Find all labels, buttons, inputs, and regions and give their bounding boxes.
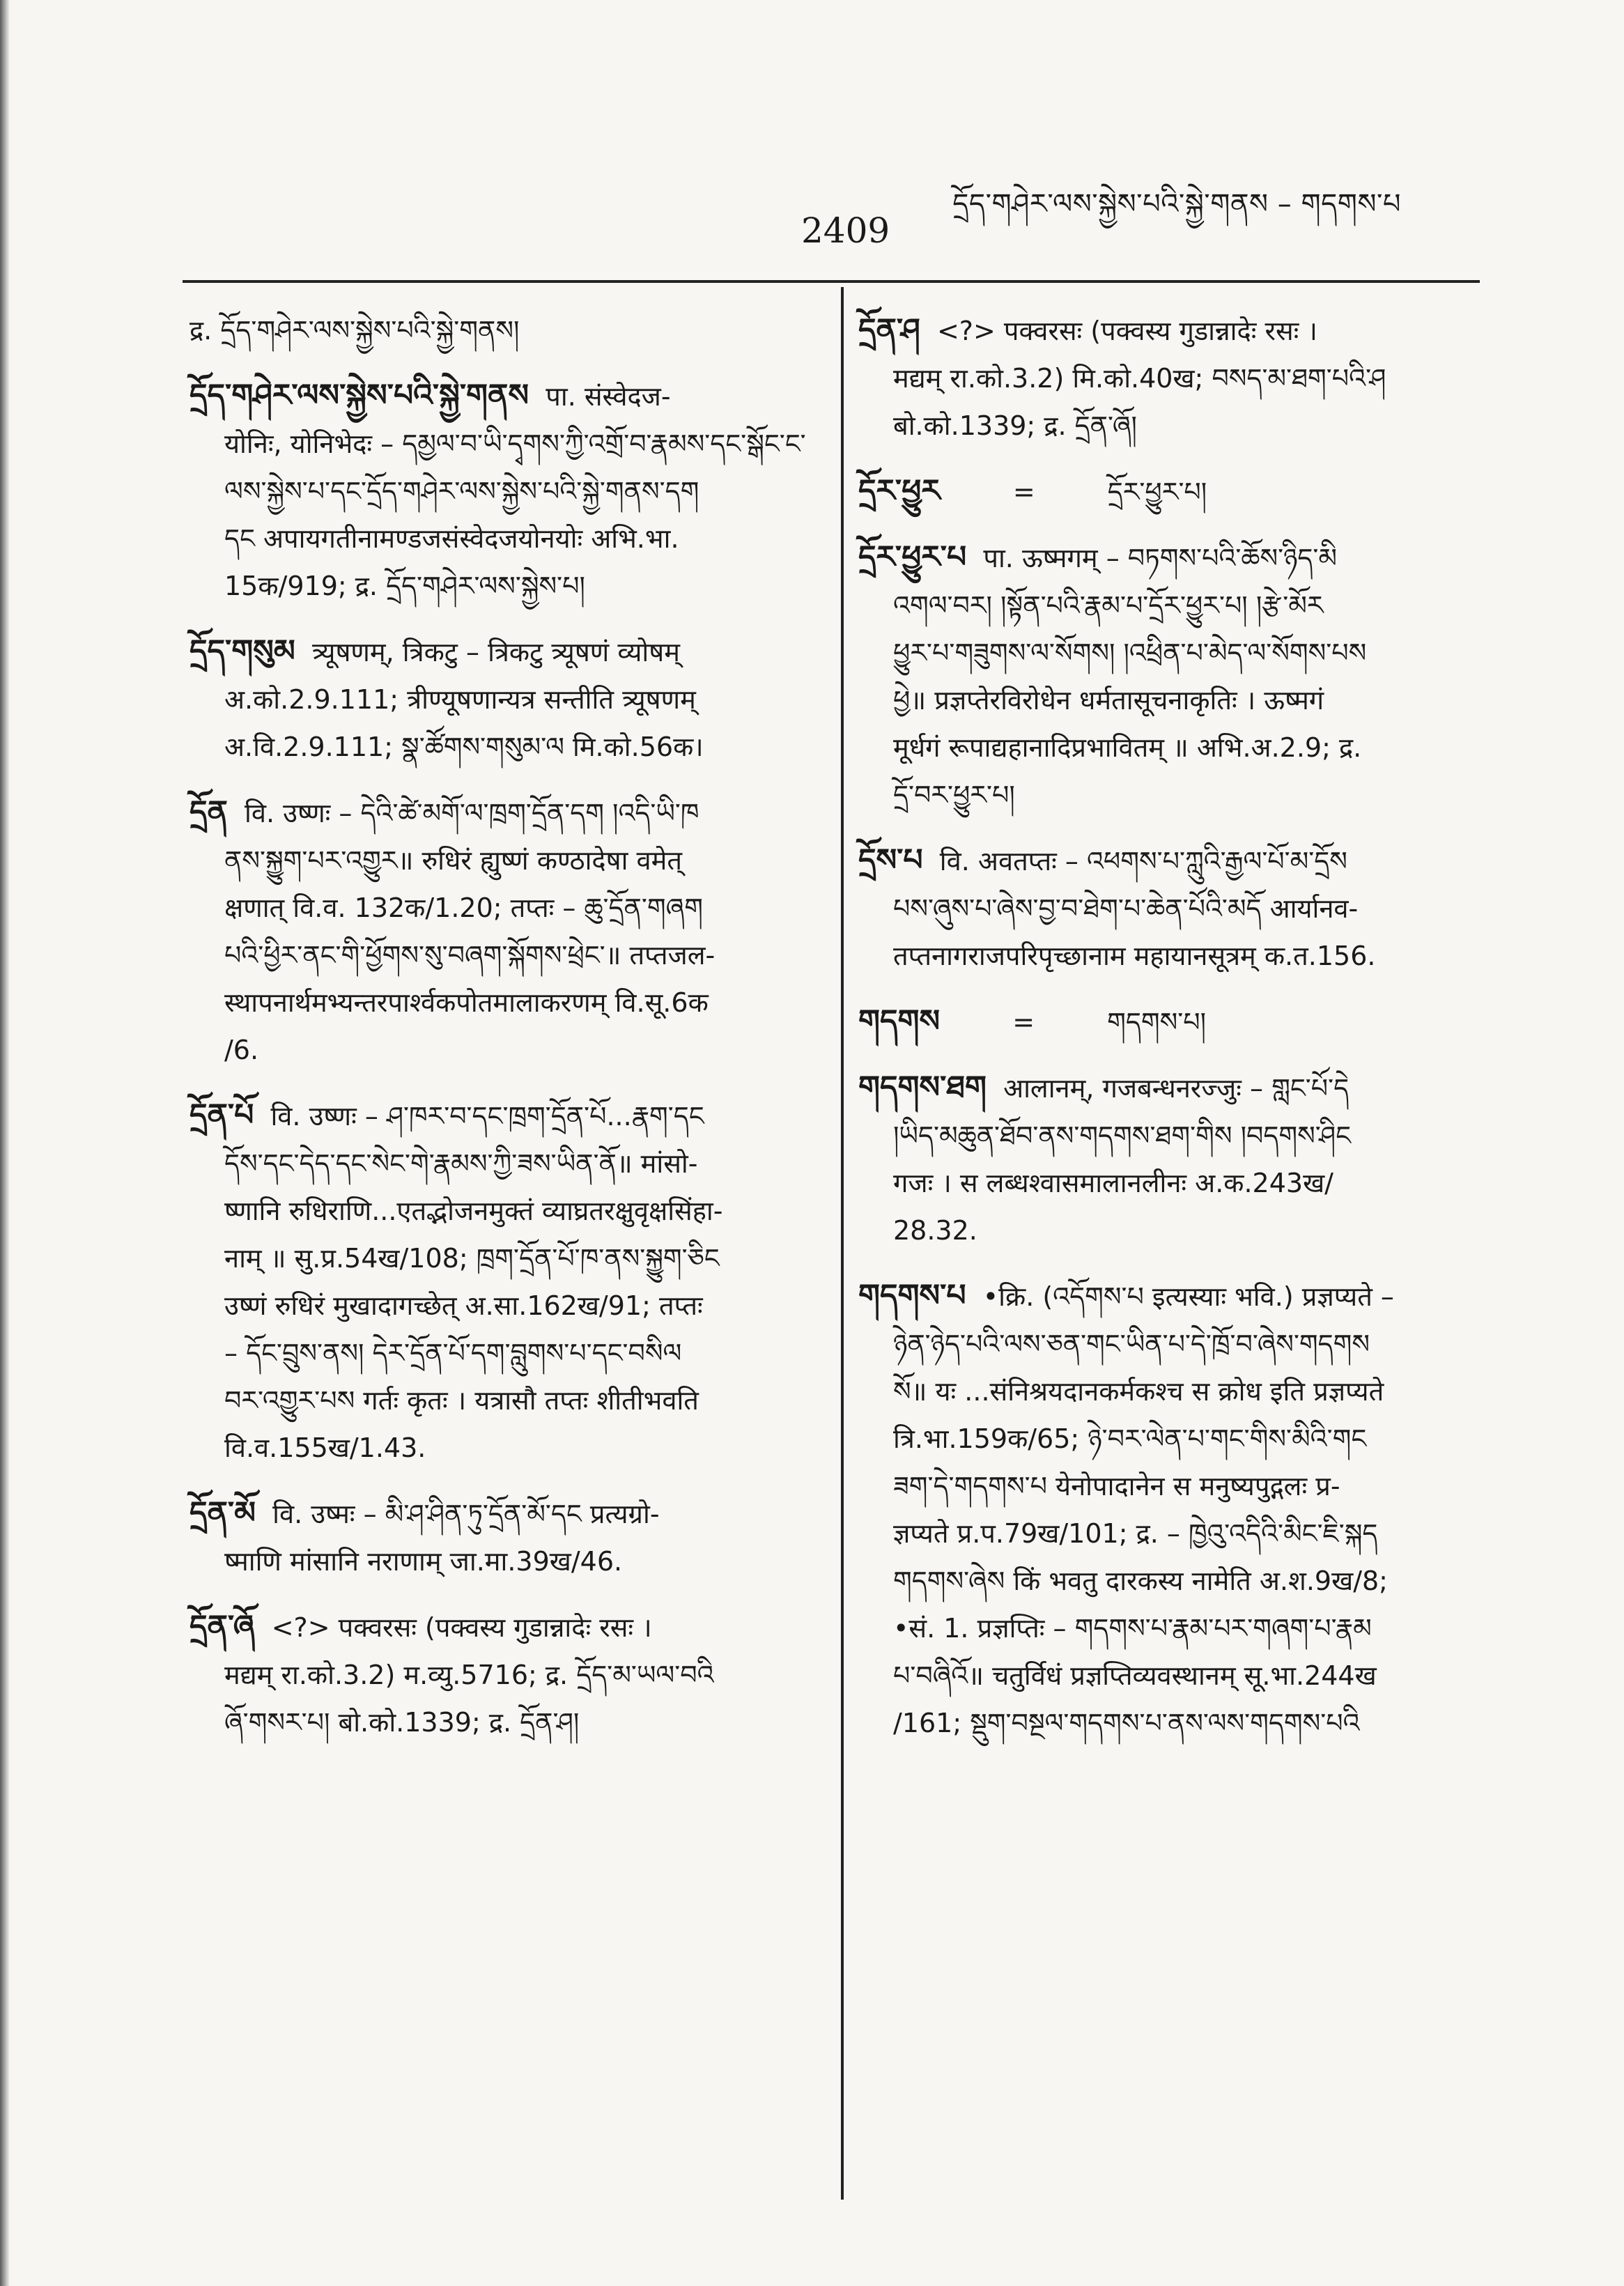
entry-line: །ཡིད་མཆུན་ཐོབ་ནས་གདགས་ཐག་གིས །བདགས་ཤིང <box>893 1120 1352 1151</box>
dictionary-entry <box>858 307 1478 449</box>
entry-line: བར་འགྱུར་པས गर्तः कृतः । यत्रासौ तप्तः शीतीभवति <box>224 1385 699 1416</box>
entry-line: – དོང་བྲུས་ནས། དེར་དྲོན་པོ་དག་བླུགས་པ་དང་བསིལ <box>224 1338 682 1368</box>
entry-line: ཕྱུར་པ་གཟུགས་ལ་སོགས། །འཕྲིན་པ་མེད་ལ་སོགས་པས <box>893 638 1367 668</box>
entry-line: པས་ཞུས་པ་ཞེས་བྱ་བ་ཐེག་པ་ཆེན་པོའི་མདོ आर्यानव- <box>893 893 1359 924</box>
scan-binding-edge <box>0 0 10 2286</box>
dictionary-entry <box>190 628 823 771</box>
dictionary-entry <box>190 1490 823 1585</box>
entry-line: 28.32. <box>893 1215 977 1246</box>
entry-line: स्थापनार्थमभ्यन्तरपार्श्वकपोतमालाकरणम् वि.सू.6क <box>224 987 709 1018</box>
dictionary-entry <box>190 372 823 610</box>
entry-line: अ.को.2.9.111; त्रीण्यूषणान्यत्र सन्तीति त्र्यूषणम् <box>224 684 696 715</box>
entry-line: आलानम्, गजबन्धनरज्जुः – གླང་པོ་དེ <box>1003 1073 1350 1104</box>
headword: གདགས་པ <box>858 1278 966 1313</box>
headword: དྲོན་པོ <box>190 1097 254 1133</box>
dictionary-entry <box>190 789 823 1074</box>
entry-line: क्षणात् वि.व. 132क/1.20; तप्तः – ཆུ་དྲོན་གཞག <box>224 893 703 923</box>
equals-sign: = <box>1012 477 1035 507</box>
headword: དྲོན་ཤ <box>858 312 920 348</box>
entry-line: ཉེན་ཉེད་པའི་ལས་ཅན་གང་ཡིན་པ་དེ་ཁྲོ་བ་ཞེས་གདགས <box>893 1329 1370 1359</box>
entry-line: वि. अवतप्तः – འཕགས་པ་ཀླུའི་རྒྱལ་པོ་མ་དྲོས <box>939 846 1347 876</box>
guide-words: དྲོད་གཤེར་ལས་སྐྱེས་པའི་སྐྱེ་གནས – གདགས་པ <box>952 188 1401 220</box>
entry-line: ནས་སྐྱུག་པར་འགྱུར॥ रुधिरं ह्युष्णं कण्ठादेषा वमेत् <box>224 845 683 876</box>
entry-line: वि. उष्णः – དེའི་ཚེ་མགོ་ལ་ཁྲག་དྲོན་དག །འདི་ཡི་ཁ <box>245 798 699 828</box>
cross-reference: གདགས་པ། <box>1107 1007 1207 1037</box>
entry-line: मद्यम् रा.को.3.2) मि.को.40ख; བསད་མ་ཐག་པའི་ཤ <box>893 363 1386 394</box>
dictionary-entry <box>190 1603 823 1746</box>
entry-line: ष्माणि मांसानि नराणाम् जा.मा.39ख/46. <box>224 1546 623 1577</box>
entry-line: उष्णं रुधिरं मुखादागच्छेत् अ.सा.162ख/91; तप्तः <box>224 1290 703 1321</box>
entry-line: मूर्धगं रूपाद्यहानादिप्रभावितम् ॥ अभि.अ.2.9; द्र. <box>893 732 1362 763</box>
right-column <box>858 307 1478 1765</box>
entry-line: योनिः, योनिभेदः – དམྱལ་བ་ཡི་དྭགས་ཀྱི་འགྲོ་བ་རྣམས་དང་སྒོང་ང་ <box>224 428 806 459</box>
entry-line: གདགས་ཞེས किं भवतु दारकस्य नामेति अ.श.9ख/8; <box>893 1566 1388 1596</box>
dictionary-entry <box>858 1064 1478 1254</box>
column-divider <box>841 287 844 2200</box>
entry-line: वि. उष्मः – མི་ཤ་ཤིན་ཏུ་དྲོན་མོ་དང प्रत्यग्रो- <box>272 1499 660 1529</box>
entry-line: नाम् ॥ सु.प्र.54ख/108; ཁྲག་དྲོན་པོ་ཁ་ནས་སྐྱུག་ཅིང <box>224 1243 720 1274</box>
headword: དྲོད་གསུམ <box>190 633 295 669</box>
dictionary-entry <box>858 534 1478 819</box>
entry-line: <?> पक्वरसः (पक्वस्य गुडान्नादेः रसः । <box>271 1612 652 1643</box>
page-number: 2409 <box>801 210 890 251</box>
headword: དྲོན <box>190 794 228 830</box>
entry-line: ष्णानि रुधिराणि...एतद्भोजनमुक्तं व्याघ्रतरक्षुवृक्षसिंहा- <box>224 1196 723 1226</box>
entry-line: पा. ऊष्मगम् – བཏགས་པའི་ཆོས་ཉིད་མི <box>983 543 1338 573</box>
entry-line: मद्यम् रा.को.3.2) म.व्यु.5716; द्र. དྲོད་མ་ཡལ་བའི <box>224 1660 714 1690</box>
entry-line: पा. संस्वेदज- <box>546 381 671 412</box>
equals-sign: = <box>1012 1007 1035 1037</box>
headword: དྲོར་ཕྱུར་པ <box>858 539 967 575</box>
entry-line: द्र. དྲོད་གཤེར་ལས་སྐྱེས་པའི་སྐྱེ་གནས། <box>190 315 520 346</box>
entry-line: /6. <box>224 1035 259 1065</box>
entry-line: त्रि.भा.159क/65; ཉེ་བར་ལེན་པ་གང་གིས་མིའི་གང <box>893 1423 1367 1454</box>
entry-line: /161; སྡུག་བསྔལ་གདགས་པ་ནས་ལས་གདགས་པའི <box>893 1708 1360 1738</box>
headword: དྲོན་ཞོ <box>190 1609 255 1644</box>
entry-line: 15क/919; द्र. དྲོད་གཤེར་ལས་སྐྱེས་པ། <box>224 571 585 601</box>
entry-line: ཟག་དེ་གདགས་པ येनोपादानेन स मनुष्यपुद्गलः प्र- <box>893 1471 1340 1501</box>
entry-line: अ.वि.2.9.111; སྣ་ཚོགས་གསུམ་ལ मि.को.56क। <box>224 732 704 762</box>
dictionary-entry <box>858 1272 1478 1747</box>
dictionary-entry <box>858 837 1478 980</box>
entry-line: འགལ་བར། །སྟོན་པའི་རྣམ་པ་དྲོར་ཕྱུར་པ། །རྩེ་མོར <box>893 590 1324 621</box>
headword: དྲོར་ཕྱུར <box>858 473 941 509</box>
dictionary-entry <box>858 468 1478 516</box>
entry-line: ཞོ་གསར་པ། बो.को.1339; द्र. དྲོན་ཤ། <box>224 1707 580 1738</box>
entry-line: त्र्यूषणम्, त्रिकटु – त्रिकटु त्र्यूषणं व्योषम् <box>311 637 680 667</box>
entry-line: तप्तनागराजपरिपृच्छानाम महायानसूत्रम् क.त.156. <box>893 941 1376 971</box>
entry-line: པའི་ཕྱིར་ནང་གི་ཕྱོགས་སུ་བཞག་སྐོགས་ཕྲེང་॥ तप्तजल- <box>224 940 716 971</box>
entry-line: དྲོ་བར་ཕྱུར་པ། <box>893 780 1015 810</box>
header-rule <box>183 280 1480 283</box>
dictionary-entry <box>190 307 823 354</box>
entry-line: པ་བཞིའོ॥ चतुर्विधं प्रज्ञप्तिव्यवस्थानम् सू.भा.244ख <box>893 1660 1377 1691</box>
cross-reference: དྲོར་ཕྱུར་པ། <box>1107 477 1207 507</box>
entry-line: དོས་དང་དེད་དང་སེང་གེ་རྣམས་ཀྱི་ཟས་ཡིན་ནོ॥ मांसो- <box>224 1148 698 1179</box>
entry-line: ཕྱེ॥ प्रज्ञप्तेरविरोधेन धर्मतासूचनाकृतिः । ऊष्मगं <box>893 685 1324 716</box>
entry-line: वि.व.155ख/1.43. <box>224 1432 426 1463</box>
page-header <box>801 188 1471 251</box>
entry-line: •सं. 1. प्रज्ञप्तिः – གདགས་པ་རྣམ་པར་གཞག་པ་རྣམ <box>893 1613 1372 1644</box>
entry-line: बो.को.1339; द्र. དྲོན་ཞོ། <box>893 410 1137 441</box>
dictionary-entry <box>858 998 1478 1046</box>
entry-line: སོ॥ यः ...संनिश्रयदानकर्मकश्च स क्रोध इति प्रज्ञप्यते <box>893 1376 1384 1407</box>
entry-line: དང अपायगतीनामण्डजसंस्वेदजयोनयोः अभि.भा. <box>224 523 679 554</box>
entry-line: वि. उष्णः – ཤ་ཁར་བ་དང་ཁྲག་དྲོན་པོ...རྣག་དང <box>270 1101 704 1132</box>
headword: གདགས་ཐག <box>858 1069 987 1105</box>
headword: དྲོས་པ <box>858 842 923 878</box>
headword: དྲོད་གཤེར་ལས་སྐྱེས་པའི་སྐྱེ་གནས <box>190 378 529 413</box>
headword: དྲོན་མོ <box>190 1495 256 1531</box>
dictionary-entry <box>190 1092 823 1472</box>
left-column <box>190 307 823 1764</box>
entry-line: गजः । स लब्धश्वासमालानलीनः अ.क.243ख/ <box>893 1168 1333 1198</box>
entry-line: ज्ञप्यते प्र.प.79ख/101; द्र. – ཁྱེའུ་འདིའི་མིང་ཇི་སྐད <box>893 1518 1378 1549</box>
entry-line: ལས་སྐྱེས་པ་དང་དྲོད་གཤེར་ལས་སྐྱེས་པའི་སྐྱེ་གནས་དག <box>224 476 699 507</box>
headword: གདགས <box>858 1003 941 1039</box>
entry-line: •क्रि. (འདོགས་པ इत्यस्याः भवि.) प्रज्ञप्यते – <box>982 1281 1394 1312</box>
entry-line: <?> पक्वरसः (पक्वस्य गुडान्नादेः रसः । <box>936 316 1317 346</box>
